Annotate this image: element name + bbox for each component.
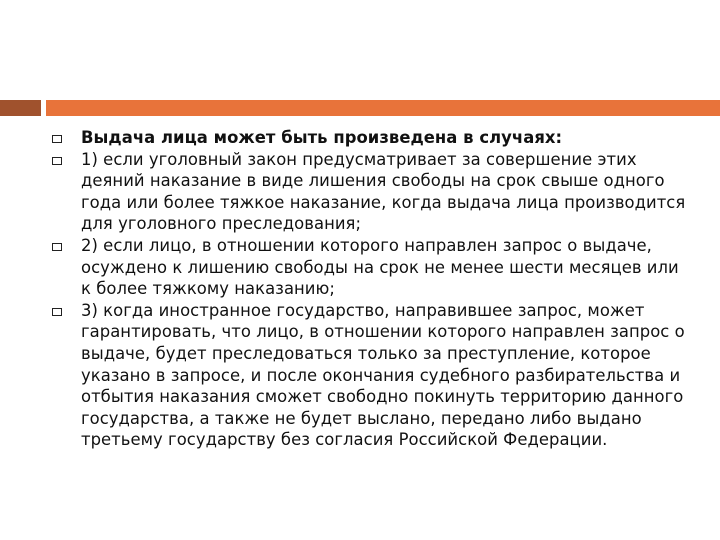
list-item-text: 3) когда иностранное государство, направившее запрос, может гарантировать, что лицо, в отношении которого направлен запрос о выдаче, будет преследоваться только за преступление, которое указано в запросе, и после окончания судебного разбирательства и отбытия наказания сможет свободно покинуть территорию данного государства, а также не будет выслано, передано либо выдано третьему государству без согласия Российской Федерации. <box>81 300 685 450</box>
hollow-square-icon <box>52 157 62 165</box>
bullet-list <box>52 127 692 451</box>
accent-bar-main <box>46 100 720 116</box>
list-heading: Выдача лица может быть произведена в случаях: <box>81 128 563 147</box>
list-item-text: 2) если лицо, в отношении которого направлен запрос о выдаче, осуждено к лишению свободы на срок не менее шести месяцев или к более тяжкому наказанию; <box>81 235 679 299</box>
list-item <box>52 127 692 149</box>
list-item <box>52 300 692 451</box>
hollow-square-icon <box>52 308 62 316</box>
list-item <box>52 149 692 235</box>
list-item-text: 1) если уголовный закон предусматривает за совершение этих деяний наказание в виде лишения свободы на срок свыше одного года или более тяжкое наказание, когда выдача лица производится для уголовного преследования; <box>81 149 686 234</box>
hollow-square-icon <box>52 243 62 251</box>
list-item <box>52 235 692 300</box>
accent-bar-left <box>0 100 41 116</box>
hollow-square-icon <box>52 135 62 143</box>
